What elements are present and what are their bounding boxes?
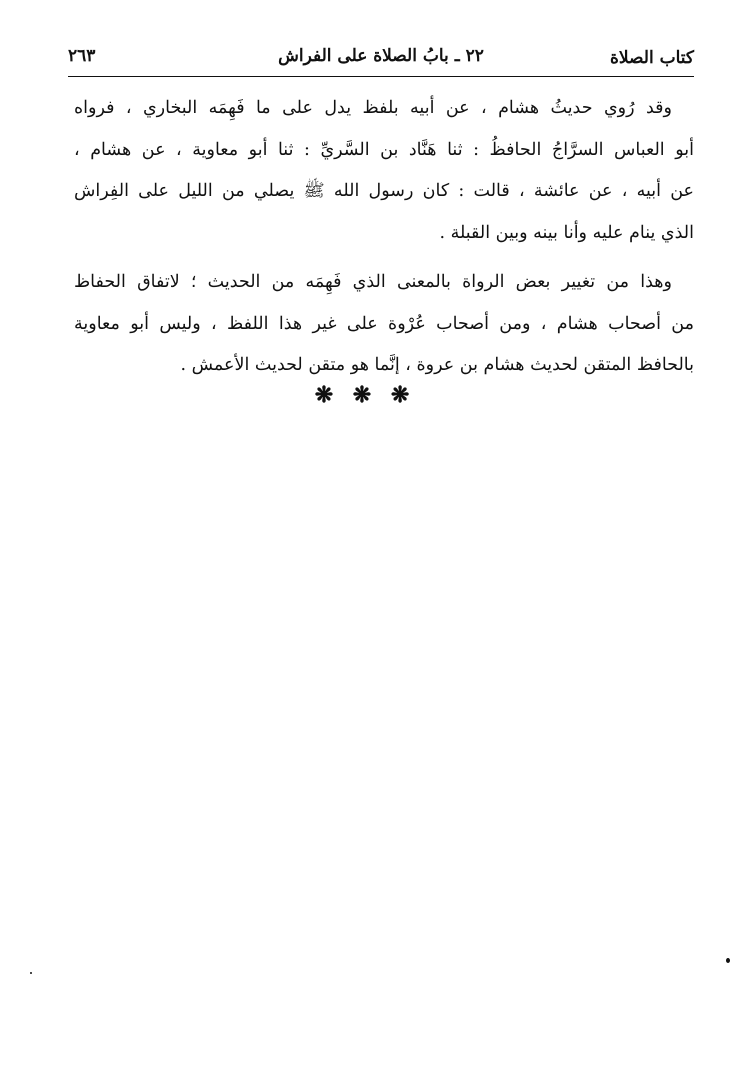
chapter-title: ٢٢ ـ بابُ الصلاة على الفراش: [278, 46, 484, 66]
text-line: عن أبيه ، عن عائشة ، قالت : كان رسول الله ﷺ يصلي من الليل على الفِراش: [74, 181, 694, 201]
header-rule: [68, 76, 694, 77]
book-title: كتاب الصلاة: [609, 48, 694, 68]
section-separator: ❋ ❋ ❋: [314, 382, 416, 408]
text-line: وقد رُوي حديثُ هشام ، عن أبيه بلفظ يدل على ما فَهِمَه البخاري ، فرواه: [74, 98, 672, 118]
running-header: [68, 44, 694, 74]
paragraph-2: [74, 262, 694, 387]
main-text: [74, 88, 694, 387]
text-line: بالحافظ المتقن لحديث هشام بن عروة ، إنَّما هو متقن لحديث الأعمش .: [180, 355, 694, 375]
scan-speck: [726, 958, 730, 963]
page-number: ٢٦٣: [68, 46, 96, 66]
text-line: وهذا من تغيير بعض الرواة بالمعنى الذي فَهِمَه من الحديث ؛ لاتفاق الحفاظ: [74, 272, 672, 292]
text-line: من أصحاب هشام ، ومن أصحاب عُرْوة على غير هذا اللفظ ، وليس أبو معاوية: [74, 313, 694, 334]
scan-speck: [30, 972, 32, 974]
paragraph-1: [74, 88, 694, 254]
text-line: الذي ينام عليه وأنا بينه وبين القبلة .: [439, 222, 694, 243]
text-line: أبو العباس السرَّاجُ الحافظُ : ثنا هَنَّاد بن السَّريِّ : ثنا أبو معاوية ، عن هشام ،: [74, 139, 694, 160]
